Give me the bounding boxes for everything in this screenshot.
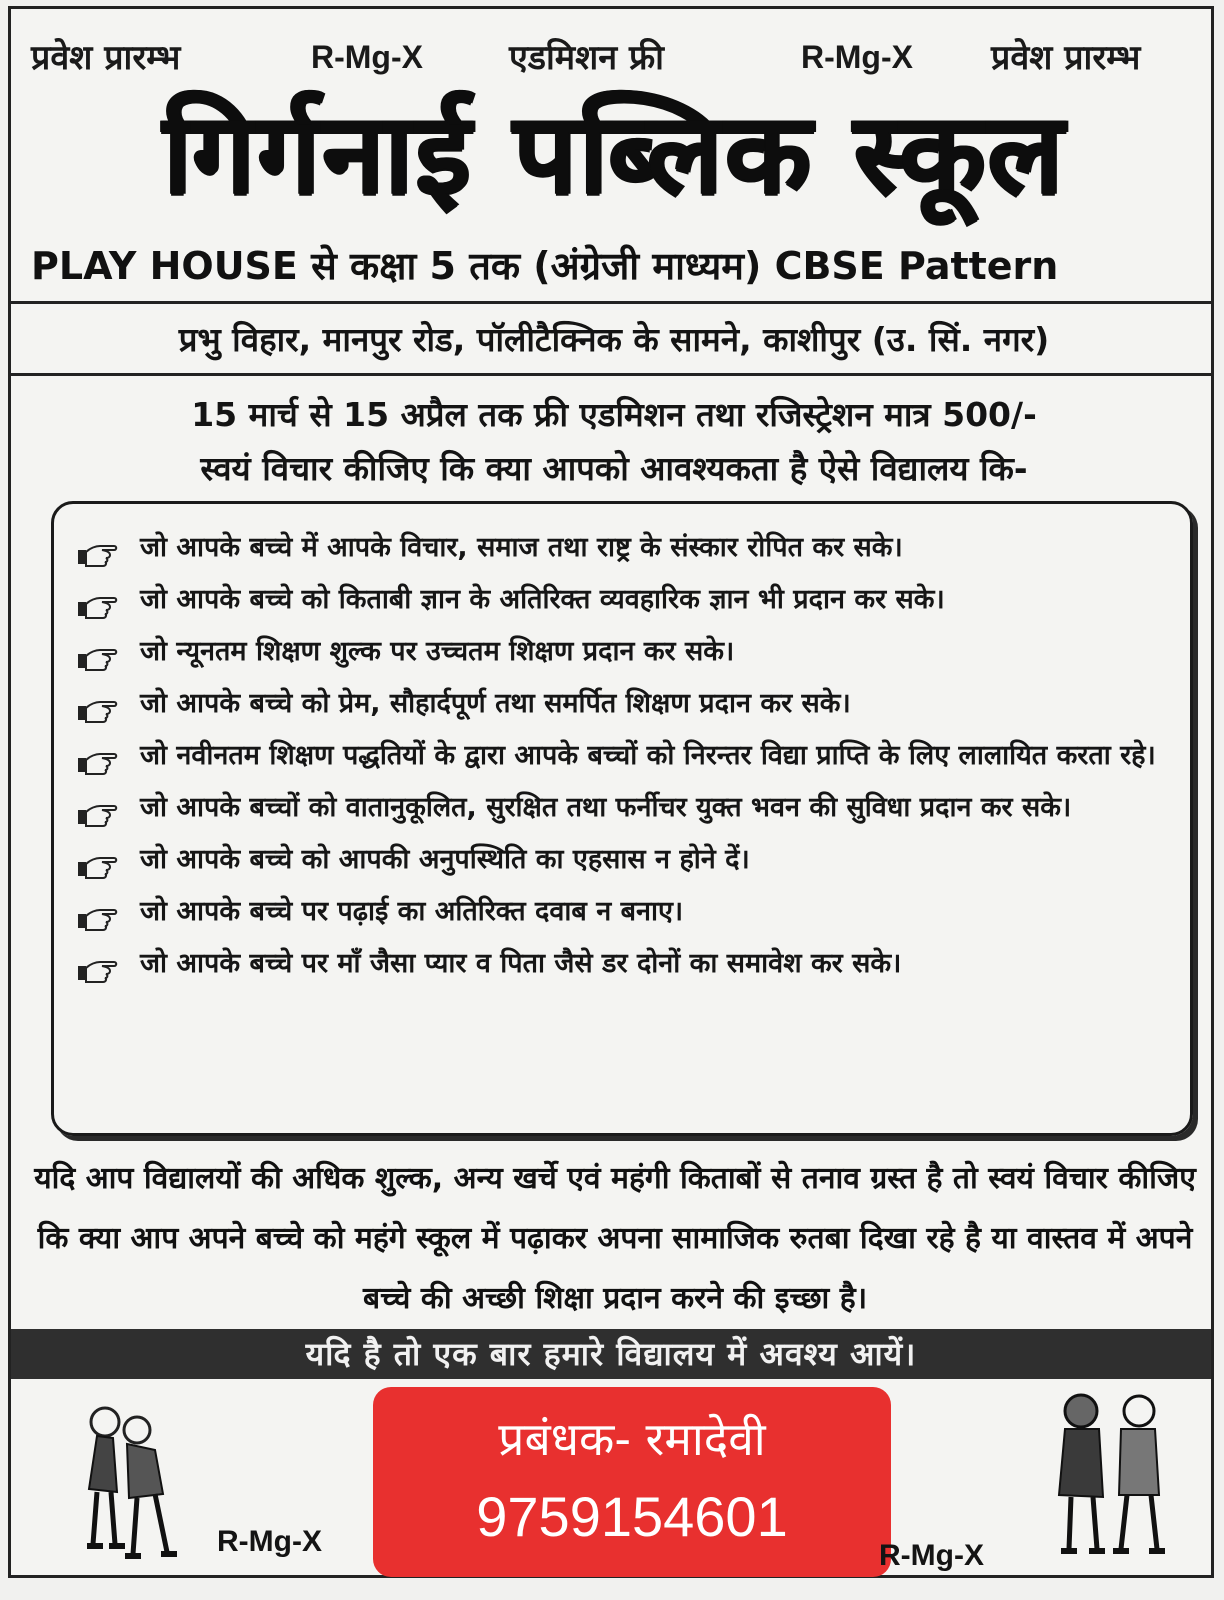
code-bottom-left: R-Mg-X — [217, 1525, 322, 1558]
feature-point — [76, 834, 1176, 886]
admission-open-left: प्रवेश प्रारम्भ — [31, 38, 181, 78]
school-address: प्रभु विहार, मानपुर रोड, पॉलीटैक्निक के सामने, काशीपुर (उ. सिं. नगर) — [178, 320, 1050, 359]
features-box — [51, 501, 1193, 1136]
question-line: स्वयं विचार कीजिए कि क्या आपको आवश्यकता है ऐसे विद्यालय कि- — [200, 449, 1028, 488]
code-bottom-right: R-Mg-X — [879, 1539, 984, 1572]
pointing-hand-icon — [76, 950, 120, 978]
pointing-hand-icon — [76, 742, 120, 770]
pointing-hand-icon — [76, 846, 120, 874]
top-banner — [11, 19, 1211, 79]
feature-point — [76, 522, 1176, 574]
manager-name: प्रबंधक- रमादेवी — [498, 1412, 766, 1466]
admission-open-right: प्रवेश प्रारम्भ — [991, 38, 1141, 78]
closing-paragraph: यदि आप विद्यालयों की अधिक शुल्क, अन्य खर्चे एवं महंगी किताबों से तनाव ग्रस्त है तो स्वयं विचार कीजिए कि क्या आप अपने बच्चे को महंगे स्कूल में पढ़ाकर अपना सामाजिक रुतबा दिखा रहे है या वास्तव में अपने बच्चे की अच्छी शिक्षा प्रदान करने की इच्छा है। — [34, 1161, 1196, 1316]
divider-1 — [11, 301, 1211, 304]
feature-point — [76, 782, 1176, 834]
pointing-hand-icon — [76, 586, 120, 614]
features-list — [76, 522, 1176, 990]
divider-2 — [11, 373, 1211, 376]
feature-point — [76, 574, 1176, 626]
pointing-hand-icon — [76, 534, 120, 562]
children-illustration-left-icon — [67, 1394, 197, 1574]
pointing-hand-icon — [76, 638, 120, 666]
feature-point-text: जो आपके बच्चे को प्रेम, सौहार्दपूर्ण तथा समर्पित शिक्षण प्रदान कर सके। — [140, 688, 851, 719]
admission-free: एडमिशन फ्री — [509, 38, 664, 78]
feature-point-text: जो आपके बच्चे पर माँ जैसा प्यार व पिता जैसे डर दोनों का समावेश कर सके। — [140, 948, 902, 979]
pointing-hand-icon — [76, 690, 120, 718]
pointing-hand-icon — [76, 794, 120, 822]
code-top-1: R-Mg-X — [311, 39, 423, 75]
feature-point-text: जो न्यूनतम शिक्षण शुल्क पर उच्चतम शिक्षण प्रदान कर सके। — [140, 636, 735, 667]
feature-point-text: जो आपके बच्चे में आपके विचार, समाज तथा राष्ट्र के संस्कार रोपित कर सके। — [140, 532, 903, 563]
children-illustration-right-icon — [1041, 1385, 1181, 1565]
poster — [8, 6, 1214, 1578]
feature-point — [76, 886, 1176, 938]
pointing-hand-icon — [76, 898, 120, 926]
feature-point-text: जो आपके बच्चे पर पढ़ाई का अतिरिक्त दवाब न बनाए। — [140, 896, 684, 927]
feature-point-text: जो आपके बच्चे को आपकी अनुपस्थिति का एहसास न होने दें। — [140, 844, 750, 875]
feature-point-text: जो नवीनतम शिक्षण पद्धतियों के द्वारा आपके बच्चों को निरन्तर विद्या प्राप्ति के लिए लालायित करता रहे। — [140, 740, 1156, 771]
feature-point — [76, 626, 1176, 678]
invite-band: यदि है तो एक बार हमारे विद्यालय में अवश्य आयें। — [11, 1329, 1211, 1379]
code-top-2: R-Mg-X — [801, 39, 913, 75]
feature-point — [76, 938, 1176, 990]
phone-number[interactable]: 9759154601 — [476, 1485, 788, 1548]
school-name: गिर्गनाई पब्लिक स्कूल — [162, 89, 1066, 219]
contact-card — [373, 1387, 891, 1577]
feature-point — [76, 678, 1176, 730]
free-admission-offer: 15 मार्च से 15 अप्रैल तक फ्री एडमिशन तथा रजिस्ट्रेशन मात्र 500/- — [191, 395, 1037, 434]
feature-point-text: जो आपके बच्चों को वातानुकूलित, सुरक्षित तथा फर्नीचर युक्त भवन की सुविधा प्रदान कर सके। — [140, 792, 1072, 823]
feature-point — [76, 730, 1176, 782]
class-range-subtitle: PLAY HOUSE से कक्षा 5 तक (अंग्रेजी माध्यम) CBSE Pattern — [31, 244, 1059, 288]
feature-point-text: जो आपके बच्चे को किताबी ज्ञान के अतिरिक्त व्यवहारिक ज्ञान भी प्रदान कर सके। — [140, 584, 945, 615]
